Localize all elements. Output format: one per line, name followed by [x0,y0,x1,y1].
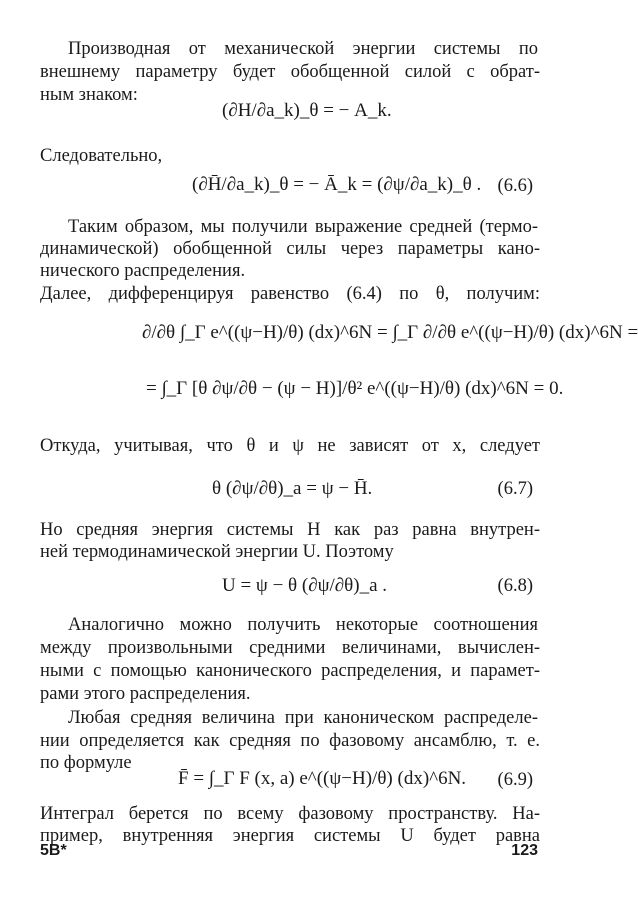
text-line: нии определяется как средняя по фазовому ансамблю, т. е. [40,731,540,751]
text-line: ными с помощью канонического распределения, и парамет- [40,661,540,681]
equation-derivative-2: = ∫_Γ [θ ∂ψ/∂θ − (ψ − H)]/θ² e^((ψ−H)/θ) (dx)^6N = 0. [146,378,564,399]
text-line: Следовательно, [40,146,163,166]
text-line: Производная от механической энергии системы по [68,39,538,59]
text-line: пример, внутренняя энергия системы U будет равна [40,826,540,846]
equation-6-5: (∂H/∂a_k)_θ = − A_k. [222,100,392,121]
text-line: ным знаком: [40,85,138,105]
text-line: Любая средняя величина при каноническом распределе- [68,708,538,728]
text-line: по формуле [40,753,132,773]
equation-number: (6.9) [497,770,533,790]
text-line: нического распределения. [40,261,246,281]
page-number: 123 [511,842,538,859]
equation-6-6: (∂H̄/∂a_k)_θ = − Ā_k = (∂ψ/∂a_k)_θ . [192,174,482,195]
text-line: Таким образом, мы получили выражение средней (термо- [68,217,538,237]
equation-6-7: θ (∂ψ/∂θ)_a = ψ − H̄. [212,478,373,499]
text-line: Откуда, учитывая, что θ и ψ не зависят от x, следует [40,436,540,456]
equation-number: (6.7) [497,479,533,499]
equation-number: (6.6) [497,176,533,196]
text-line: динамической) обобщенной силы через параметры кано- [40,239,540,259]
equation-number: (6.8) [497,576,533,596]
text-line: Аналогично можно получить некоторые соотношения [68,615,538,635]
equation-6-9: F̄ = ∫_Γ F (x, a) e^((ψ−H)/θ) (dx)^6N. [178,768,467,789]
text-line: ней термодинамической энергии U. Поэтому [40,542,394,562]
printer-signature: 5В* [40,842,67,859]
text-line: рами этого распределения. [40,684,251,704]
equation-6-8: U = ψ − θ (∂ψ/∂θ)_a . [222,575,388,596]
text-line: между произвольными средними величинами, вычислен- [40,638,540,658]
equation-derivative-1: ∂/∂θ ∫_Γ e^((ψ−H)/θ) (dx)^6N = ∫_Γ ∂/∂θ e^((ψ−H)/θ) (dx)^6N = [142,322,638,343]
text-line: Далее, дифференцируя равенство (6.4) по θ, получим: [40,284,540,304]
text-line: внешнему параметру будет обобщенной силой с обрат- [40,62,540,82]
text-line: Интеграл берется по всему фазовому пространству. На- [40,804,540,824]
text-line: Но средняя энергия системы H как раз равна внутрен- [40,520,540,540]
